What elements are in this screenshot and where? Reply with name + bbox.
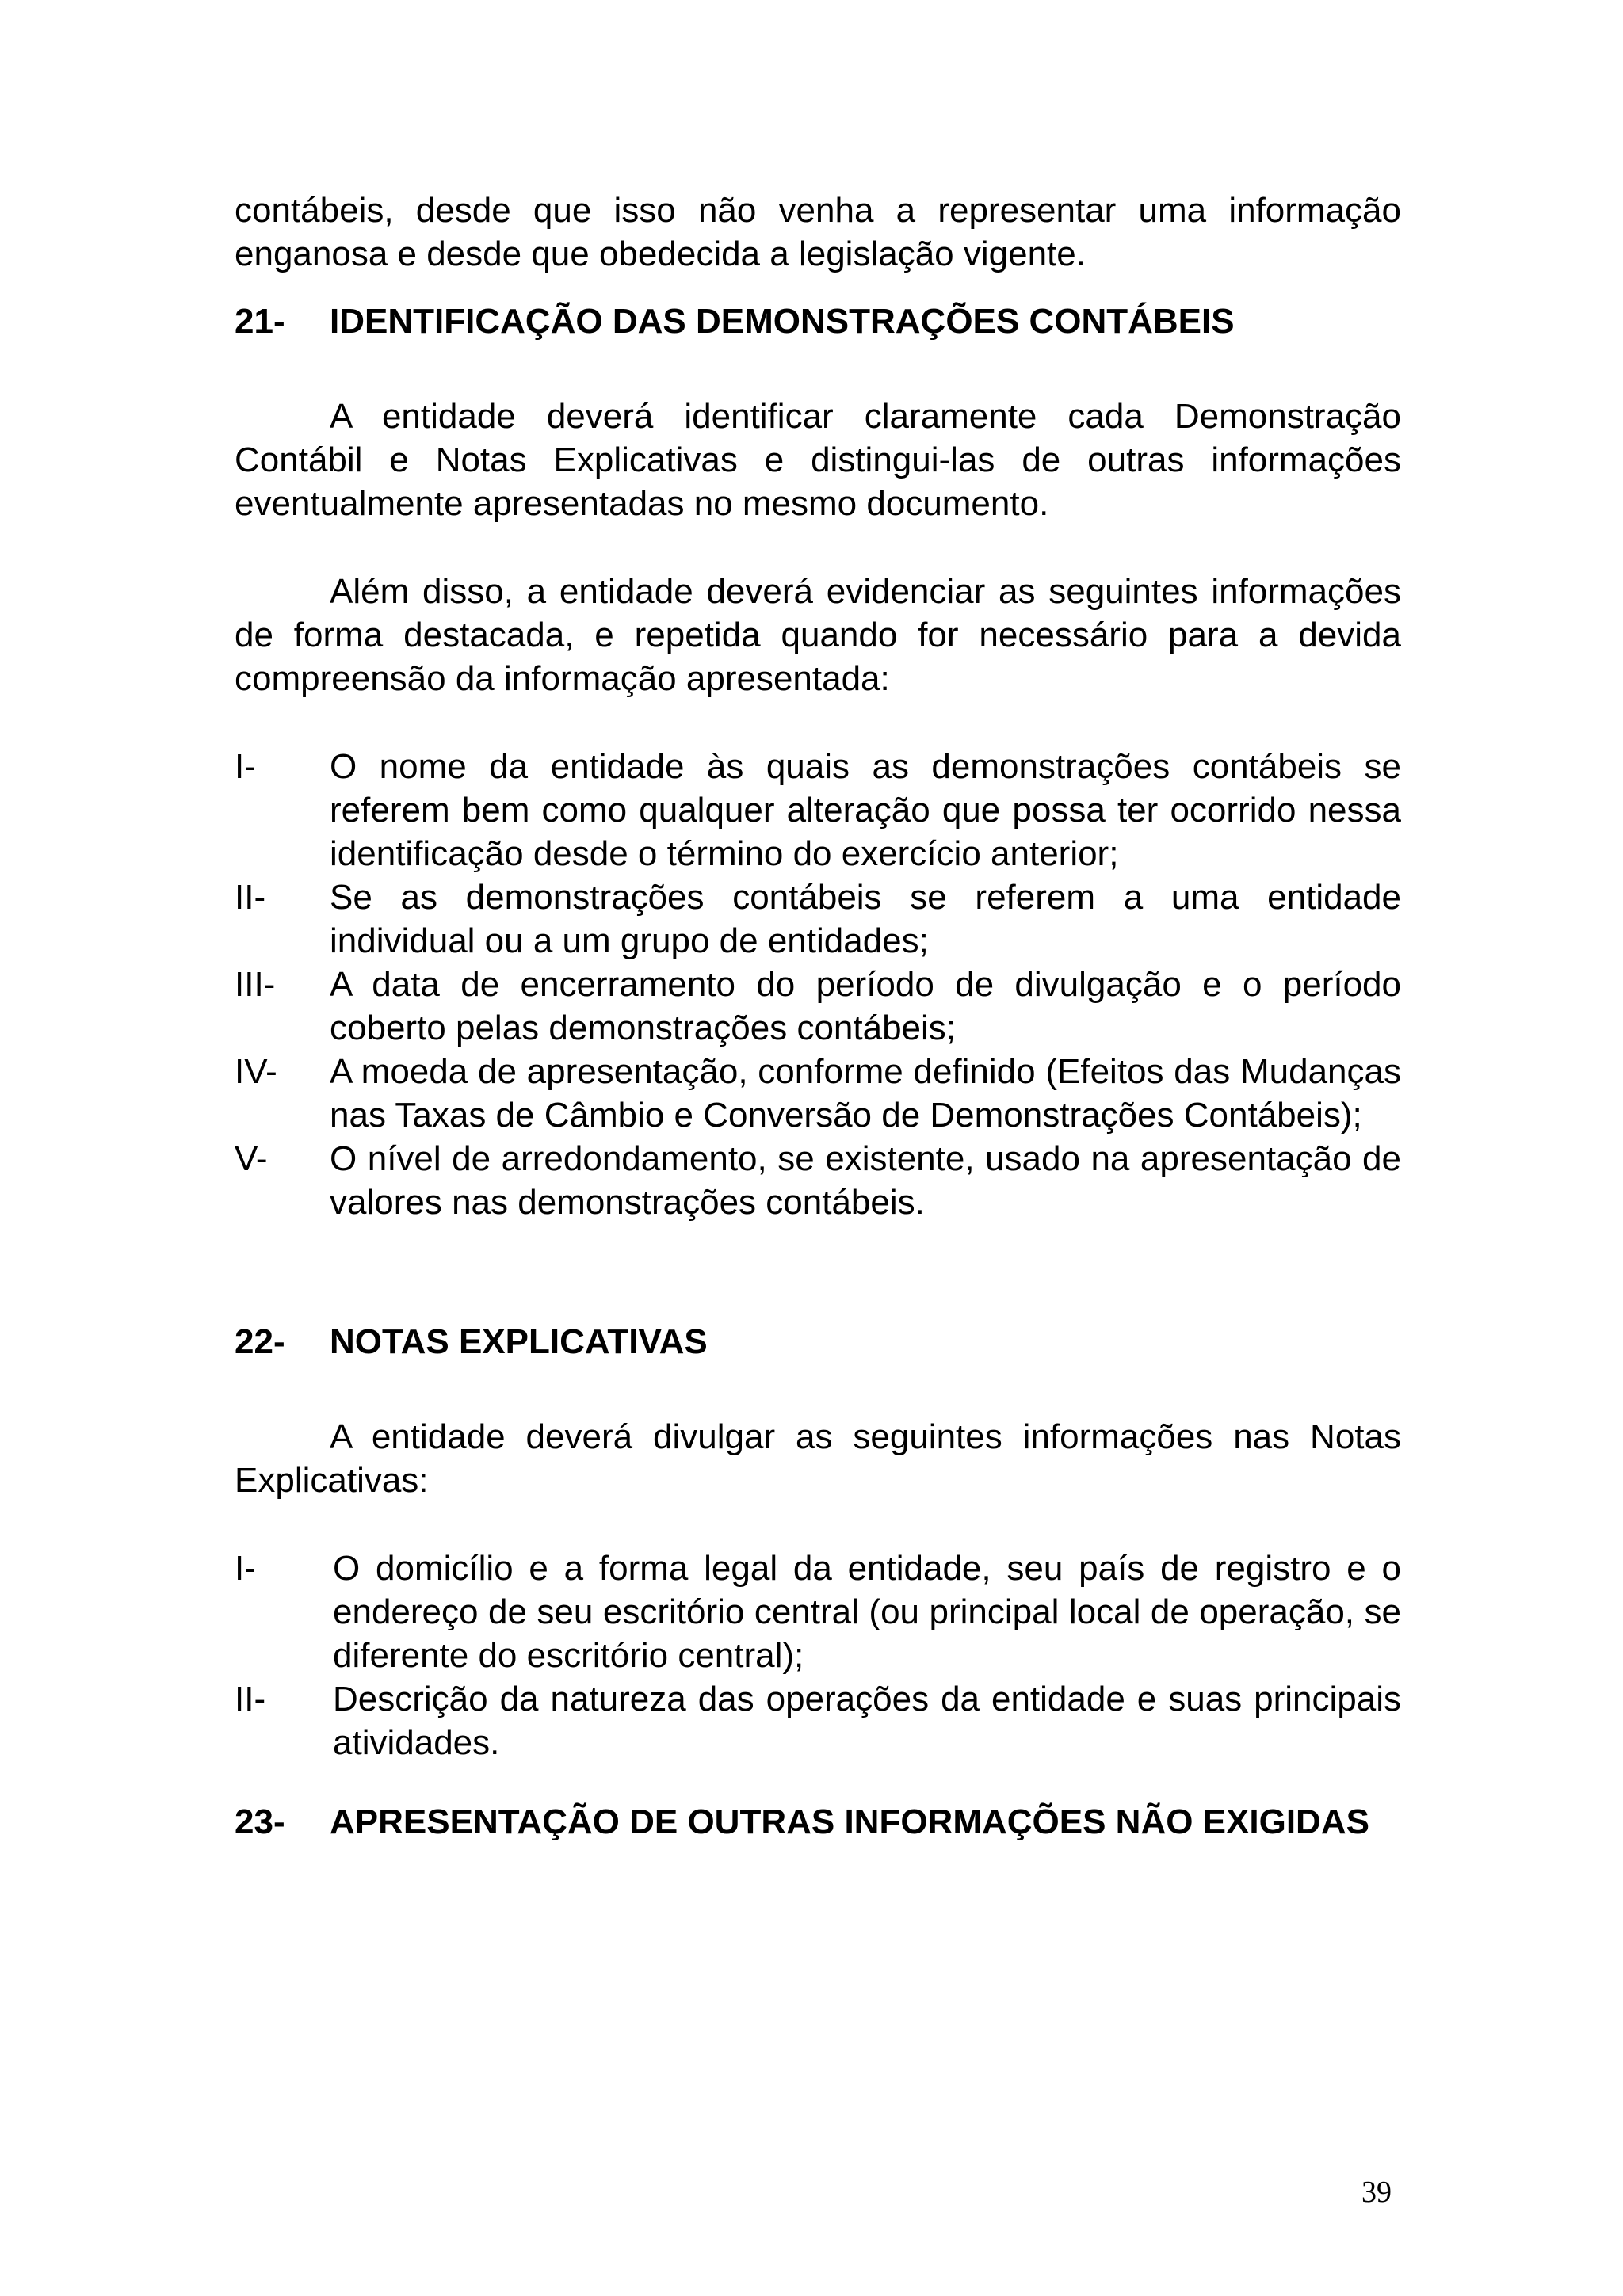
list-item xyxy=(235,875,1401,963)
list-item-marker: IV- xyxy=(235,1052,277,1091)
section-21-paragraph-2: Além disso, a entidade deverá evidenciar as seguintes informações de forma destacada, e repetida quando for necessário para a devida compreensão da informação apresentada: xyxy=(235,572,1401,698)
list-item-marker: I- xyxy=(235,747,256,786)
section-21-number: 21- xyxy=(235,302,285,341)
section-22-list xyxy=(235,1547,1401,1764)
list-item xyxy=(235,963,1401,1050)
list-item-marker: II- xyxy=(235,1680,266,1718)
list-item-text: O nome da entidade às quais as demonstrações contábeis se referem bem como qualquer alteração que possa ter ocorrido nessa identificação desde o término do exercício anterior; xyxy=(330,747,1401,873)
list-item xyxy=(235,1137,1401,1224)
list-item-marker: II- xyxy=(235,878,266,917)
page-number: 39 xyxy=(1361,2176,1392,2209)
list-item-text: Se as demonstrações contábeis se referem a uma entidade individual ou a um grupo de entidades; xyxy=(330,878,1401,960)
list-item xyxy=(235,1547,1401,1677)
list-item xyxy=(235,1050,1401,1137)
list-item-marker: III- xyxy=(235,965,276,1004)
list-item-text: Descrição da natureza das operações da entidade e suas principais atividades. xyxy=(333,1680,1401,1762)
intro-paragraph: contábeis, desde que isso não venha a representar uma informação enganosa e desde que obedecida a legislação vigente. xyxy=(235,191,1401,273)
list-item-text: O domicílio e a forma legal da entidade, seu país de registro e o endereço de seu escritório central (ou principal local de operação, se diferente do escritório central); xyxy=(333,1549,1401,1675)
section-23-heading xyxy=(235,1800,1401,1844)
section-21-heading xyxy=(235,299,1401,343)
document-page xyxy=(235,189,1401,1844)
section-22-heading xyxy=(235,1320,1401,1363)
list-item-marker: V- xyxy=(235,1139,268,1178)
list-item-text: A data de encerramento do período de divulgação e o período coberto pelas demonstrações contábeis; xyxy=(330,965,1401,1047)
list-item-marker: I- xyxy=(235,1549,256,1588)
list-item-text: O nível de arredondamento, se existente, usado na apresentação de valores nas demonstrações contábeis. xyxy=(330,1139,1401,1222)
section-22-paragraph-1: A entidade deverá divulgar as seguintes informações nas Notas Explicativas: xyxy=(235,1417,1401,1500)
section-23-title: APRESENTAÇÃO DE OUTRAS INFORMAÇÕES NÃO EXIGIDAS xyxy=(330,1802,1369,1841)
section-23-number: 23- xyxy=(235,1802,285,1841)
list-item xyxy=(235,745,1401,875)
list-item xyxy=(235,1677,1401,1764)
section-22-title: NOTAS EXPLICATIVAS xyxy=(330,1322,708,1361)
list-item-text: A moeda de apresentação, conforme definido (Efeitos das Mudanças nas Taxas de Câmbio e Conversão de Demonstrações Contábeis); xyxy=(330,1052,1401,1135)
section-22-number: 22- xyxy=(235,1322,285,1361)
section-21-title: IDENTIFICAÇÃO DAS DEMONSTRAÇÕES CONTÁBEIS xyxy=(330,302,1235,341)
section-21-list xyxy=(235,745,1401,1224)
section-21-paragraph-1: A entidade deverá identificar claramente cada Demonstração Contábil e Notas Explicativas e distingui-las de outras informações eventualmente apresentadas no mesmo documento. xyxy=(235,397,1401,523)
